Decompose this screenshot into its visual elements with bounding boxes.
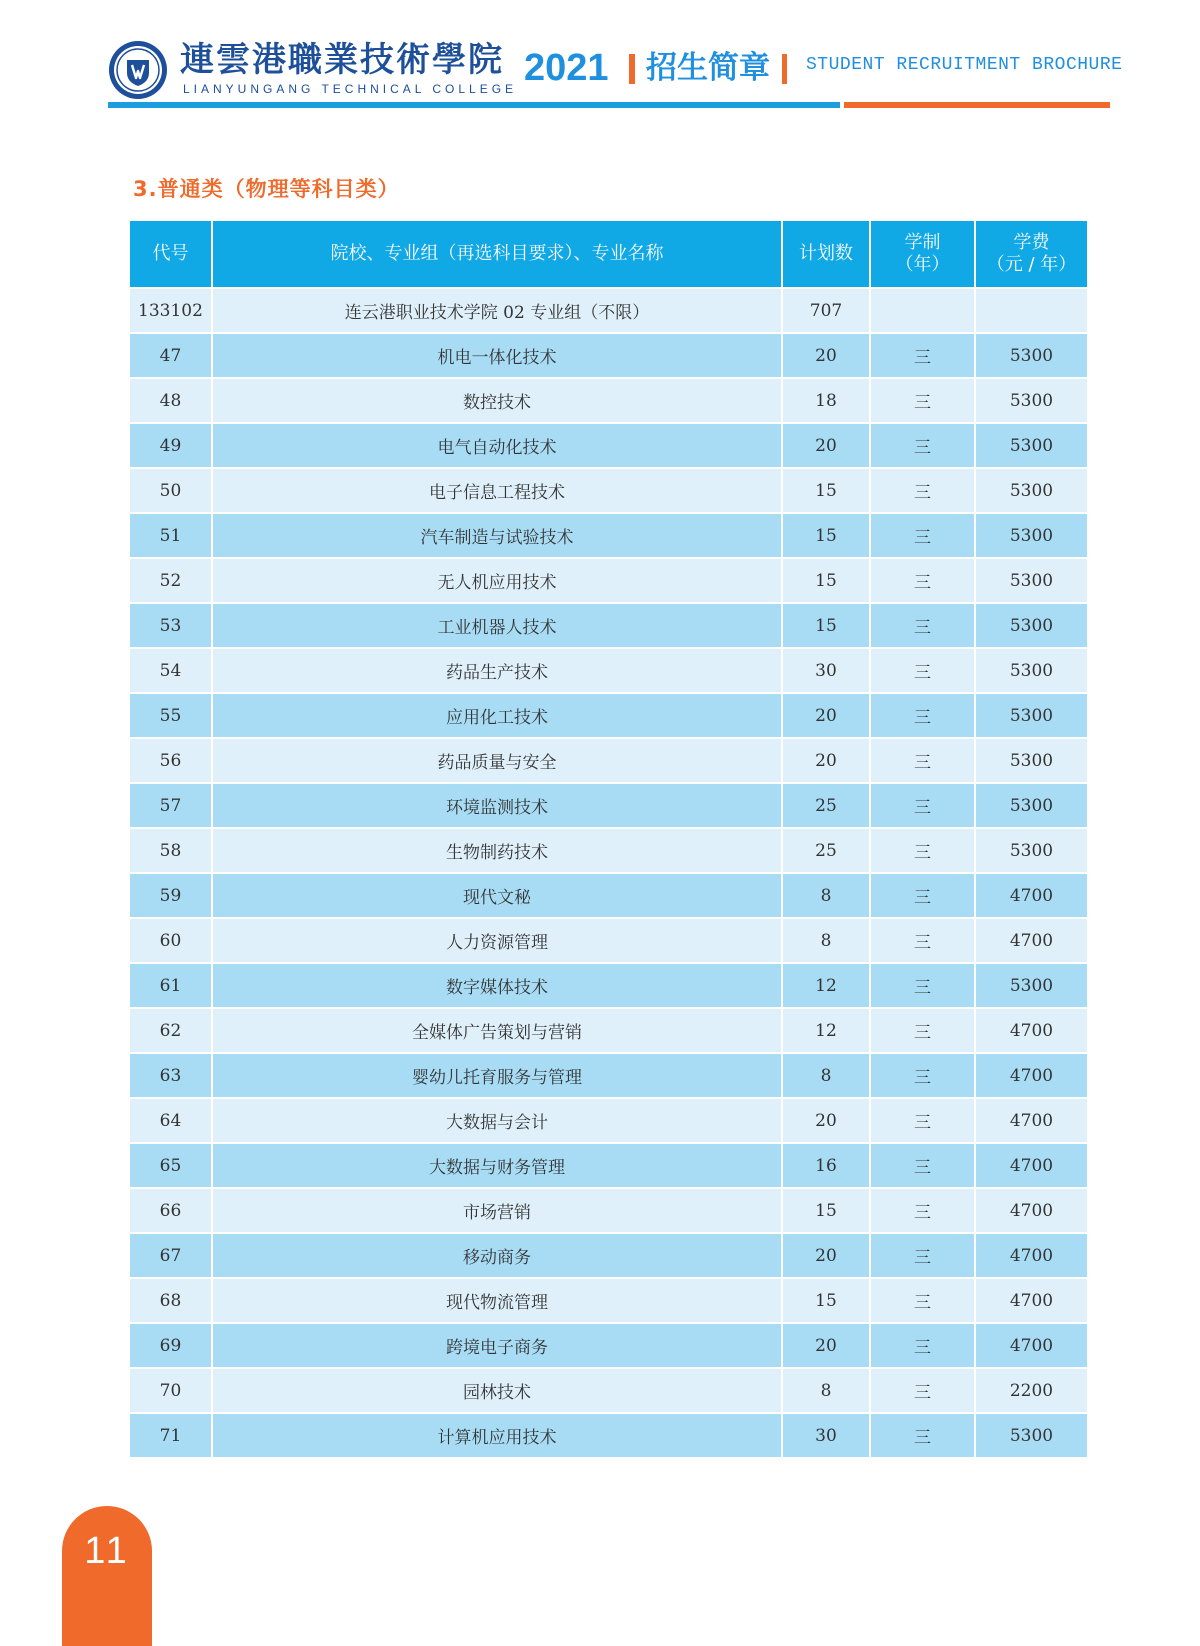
- cell-duration: 三: [870, 603, 975, 648]
- cell-code: 133102: [130, 288, 212, 333]
- cell-code: 51: [130, 513, 212, 558]
- header-fee-line1: 学费: [1013, 232, 1050, 253]
- header-name: 院校、专业组（再选科目要求）、专业名称: [212, 221, 782, 288]
- title-divider: [629, 54, 635, 84]
- table-row: [130, 1323, 1088, 1368]
- cell-name: 连云港职业技术学院 02 专业组（不限）: [212, 288, 782, 333]
- cell-duration: 三: [870, 1233, 975, 1278]
- cell-name: 环境监测技术: [212, 783, 782, 828]
- cell-name: 市场营销: [212, 1188, 782, 1233]
- cell-plan: 707: [782, 288, 870, 333]
- cell-code: 61: [130, 963, 212, 1008]
- school-name-en: LIANYUNGANG TECHNICAL COLLEGE: [183, 82, 518, 96]
- cell-plan: 15: [782, 558, 870, 603]
- table-row: [130, 333, 1088, 378]
- page-number: 11: [84, 1530, 130, 1572]
- cell-plan: 15: [782, 468, 870, 513]
- table-row: [130, 1188, 1088, 1233]
- cell-duration: 三: [870, 873, 975, 918]
- cell-name: 园林技术: [212, 1368, 782, 1413]
- header-duration-line2: （年）: [895, 254, 950, 275]
- cell-code: 67: [130, 1233, 212, 1278]
- cell-name: 无人机应用技术: [212, 558, 782, 603]
- cell-duration: 三: [870, 648, 975, 693]
- cell-duration: 三: [870, 333, 975, 378]
- cell-plan: 25: [782, 783, 870, 828]
- cell-name: 婴幼儿托育服务与管理: [212, 1053, 782, 1098]
- cell-fee: 4700: [975, 1143, 1088, 1188]
- cell-plan: 20: [782, 1098, 870, 1143]
- cell-fee: 4700: [975, 1053, 1088, 1098]
- cell-fee: 2200: [975, 1368, 1088, 1413]
- cell-fee: 5300: [975, 558, 1088, 603]
- cell-fee: 5300: [975, 333, 1088, 378]
- cell-name: 电子信息工程技术: [212, 468, 782, 513]
- cell-duration: 三: [870, 558, 975, 603]
- cell-fee: 5300: [975, 828, 1088, 873]
- table-row: [130, 918, 1088, 963]
- table-row: [130, 1053, 1088, 1098]
- cell-fee: 4700: [975, 918, 1088, 963]
- cell-plan: 30: [782, 1413, 870, 1458]
- table-row: [130, 513, 1088, 558]
- cell-plan: 16: [782, 1143, 870, 1188]
- brochure-year: 2021: [524, 47, 609, 89]
- cell-code: 56: [130, 738, 212, 783]
- cell-plan: 20: [782, 1233, 870, 1278]
- cell-name: 应用化工技术: [212, 693, 782, 738]
- cell-code: 68: [130, 1278, 212, 1323]
- cell-code: 65: [130, 1143, 212, 1188]
- table-row: [130, 873, 1088, 918]
- cell-duration: 三: [870, 693, 975, 738]
- cell-fee: 5300: [975, 783, 1088, 828]
- cell-duration: 三: [870, 468, 975, 513]
- cell-plan: 15: [782, 603, 870, 648]
- cell-code: 50: [130, 468, 212, 513]
- cell-code: 49: [130, 423, 212, 468]
- cell-duration: 三: [870, 1413, 975, 1458]
- cell-duration: 三: [870, 738, 975, 783]
- cell-code: 62: [130, 1008, 212, 1053]
- header-fee: [975, 221, 1088, 288]
- cell-duration: 三: [870, 423, 975, 468]
- cell-fee: 4700: [975, 1323, 1088, 1368]
- cell-plan: 15: [782, 513, 870, 558]
- cell-name: 机电一体化技术: [212, 333, 782, 378]
- cell-duration: 三: [870, 1188, 975, 1233]
- cell-duration: 三: [870, 1278, 975, 1323]
- cell-code: 54: [130, 648, 212, 693]
- cell-plan: 20: [782, 333, 870, 378]
- cell-name: 药品生产技术: [212, 648, 782, 693]
- cell-plan: 20: [782, 1323, 870, 1368]
- table-row: [130, 783, 1088, 828]
- cell-plan: 8: [782, 918, 870, 963]
- cell-code: 71: [130, 1413, 212, 1458]
- table-row: [130, 423, 1088, 468]
- header-fee-line2: （元 / 年）: [986, 254, 1077, 275]
- cell-fee: 4700: [975, 1008, 1088, 1053]
- cell-plan: 8: [782, 873, 870, 918]
- cell-fee: 5300: [975, 1413, 1088, 1458]
- section-title: 3.普通类（物理等科目类）: [133, 177, 400, 201]
- cell-duration: 三: [870, 1323, 975, 1368]
- cell-fee: 4700: [975, 1233, 1088, 1278]
- cell-fee: [975, 288, 1088, 333]
- cell-code: 66: [130, 1188, 212, 1233]
- cell-code: 57: [130, 783, 212, 828]
- cell-fee: 5300: [975, 423, 1088, 468]
- cell-duration: [870, 288, 975, 333]
- table-row: [130, 828, 1088, 873]
- cell-plan: 25: [782, 828, 870, 873]
- cell-name: 大数据与财务管理: [212, 1143, 782, 1188]
- cell-duration: 三: [870, 1368, 975, 1413]
- cell-code: 47: [130, 333, 212, 378]
- header-duration: [870, 221, 975, 288]
- table-row: [130, 738, 1088, 783]
- cell-fee: 5300: [975, 603, 1088, 648]
- cell-duration: 三: [870, 378, 975, 423]
- cell-plan: 30: [782, 648, 870, 693]
- cell-fee: 5300: [975, 693, 1088, 738]
- cell-code: 53: [130, 603, 212, 648]
- table-row: [130, 1098, 1088, 1143]
- cell-fee: 4700: [975, 1098, 1088, 1143]
- college-logo-icon: [108, 40, 168, 100]
- cell-name: 跨境电子商务: [212, 1323, 782, 1368]
- cell-name: 生物制药技术: [212, 828, 782, 873]
- table-header-row: [130, 221, 1088, 288]
- cell-fee: 4700: [975, 873, 1088, 918]
- cell-plan: 15: [782, 1188, 870, 1233]
- cell-duration: 三: [870, 963, 975, 1008]
- page-number-tab: [62, 1506, 152, 1646]
- cell-duration: 三: [870, 783, 975, 828]
- cell-name: 工业机器人技术: [212, 603, 782, 648]
- table-row: [130, 1008, 1088, 1053]
- header-rule-orange: [844, 102, 1110, 108]
- cell-code: 55: [130, 693, 212, 738]
- table-row: [130, 1278, 1088, 1323]
- cell-code: 70: [130, 1368, 212, 1413]
- cell-duration: 三: [870, 828, 975, 873]
- cell-plan: 8: [782, 1368, 870, 1413]
- cell-name: 计算机应用技术: [212, 1413, 782, 1458]
- cell-duration: 三: [870, 1143, 975, 1188]
- table-row: [130, 603, 1088, 648]
- page-header: [108, 36, 1123, 116]
- cell-fee: 4700: [975, 1188, 1088, 1233]
- cell-code: 52: [130, 558, 212, 603]
- header-rule-blue: [108, 102, 840, 108]
- cell-duration: 三: [870, 513, 975, 558]
- cell-plan: 20: [782, 693, 870, 738]
- cell-fee: 5300: [975, 513, 1088, 558]
- cell-plan: 18: [782, 378, 870, 423]
- cell-fee: 5300: [975, 738, 1088, 783]
- enrollment-plan-table: [130, 221, 1089, 1459]
- table-row: [130, 648, 1088, 693]
- cell-duration: 三: [870, 1008, 975, 1053]
- cell-name: 数字媒体技术: [212, 963, 782, 1008]
- cell-fee: 5300: [975, 648, 1088, 693]
- cell-plan: 12: [782, 1008, 870, 1053]
- table-row: [130, 963, 1088, 1008]
- cell-name: 全媒体广告策划与营销: [212, 1008, 782, 1053]
- table-row: [130, 693, 1088, 738]
- table-row: [130, 1233, 1088, 1278]
- cell-code: 58: [130, 828, 212, 873]
- cell-duration: 三: [870, 1098, 975, 1143]
- cell-code: 64: [130, 1098, 212, 1143]
- group-row: [130, 288, 1088, 333]
- cell-plan: 12: [782, 963, 870, 1008]
- cell-name: 大数据与会计: [212, 1098, 782, 1143]
- cell-code: 60: [130, 918, 212, 963]
- title-divider: [782, 54, 787, 84]
- cell-duration: 三: [870, 918, 975, 963]
- cell-code: 63: [130, 1053, 212, 1098]
- cell-name: 现代物流管理: [212, 1278, 782, 1323]
- table-row: [130, 378, 1088, 423]
- cell-name: 汽车制造与试验技术: [212, 513, 782, 558]
- cell-plan: 8: [782, 1053, 870, 1098]
- table-row: [130, 468, 1088, 513]
- cell-name: 药品质量与安全: [212, 738, 782, 783]
- cell-code: 69: [130, 1323, 212, 1368]
- header-duration-line1: 学制: [904, 232, 941, 253]
- cell-code: 59: [130, 873, 212, 918]
- table-row: [130, 1413, 1088, 1458]
- brochure-title-cn: 招生简章: [646, 50, 770, 86]
- table-row: [130, 1368, 1088, 1413]
- brochure-title-en: STUDENT RECRUITMENT BROCHURE: [806, 55, 1123, 75]
- cell-fee: 4700: [975, 1278, 1088, 1323]
- cell-plan: 15: [782, 1278, 870, 1323]
- cell-fee: 5300: [975, 963, 1088, 1008]
- cell-name: 电气自动化技术: [212, 423, 782, 468]
- header-code: 代号: [130, 221, 212, 288]
- school-name-cn: 連雲港職業技術學院: [180, 40, 504, 80]
- table-row: [130, 1143, 1088, 1188]
- cell-plan: 20: [782, 423, 870, 468]
- cell-name: 数控技术: [212, 378, 782, 423]
- cell-name: 现代文秘: [212, 873, 782, 918]
- cell-plan: 20: [782, 738, 870, 783]
- cell-name: 人力资源管理: [212, 918, 782, 963]
- cell-name: 移动商务: [212, 1233, 782, 1278]
- cell-duration: 三: [870, 1053, 975, 1098]
- table-row: [130, 558, 1088, 603]
- cell-fee: 5300: [975, 468, 1088, 513]
- header-plan: 计划数: [782, 221, 870, 288]
- cell-code: 48: [130, 378, 212, 423]
- cell-fee: 5300: [975, 378, 1088, 423]
